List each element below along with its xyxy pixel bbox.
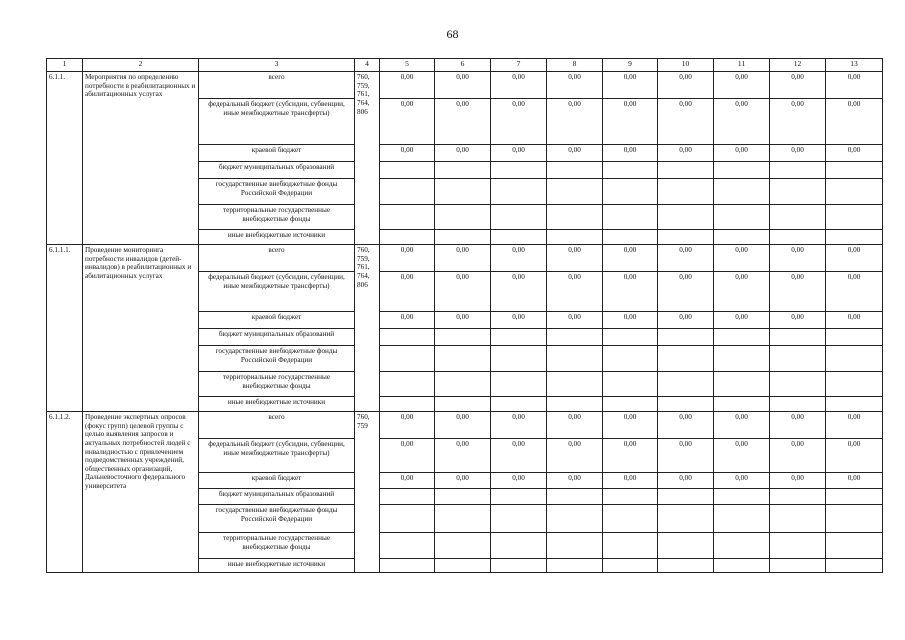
value-cell: 0,00	[435, 412, 491, 439]
value-cell	[603, 162, 658, 179]
value-cell: 0,00	[770, 312, 826, 329]
budget-table	[46, 58, 883, 573]
value-cell	[603, 489, 658, 505]
value-cell	[603, 505, 658, 533]
value-cell: 0,00	[435, 99, 491, 145]
value-cell	[603, 559, 658, 573]
value-cell	[770, 346, 826, 372]
value-cell: 0,00	[380, 145, 435, 162]
value-cell	[826, 230, 883, 245]
value-cell	[547, 179, 603, 205]
value-cell	[491, 505, 547, 533]
value-cell: 0,00	[770, 72, 826, 99]
value-cell: 0,00	[770, 473, 826, 489]
item-code: 6.1.1.2.	[47, 412, 83, 573]
value-cell	[435, 329, 491, 346]
value-cell	[491, 230, 547, 245]
value-cell	[658, 230, 714, 245]
value-cell	[491, 205, 547, 230]
funding-source: федеральный бюджет (субсидии, субвенции, иные межбюджетные трансферты)	[199, 272, 355, 312]
value-cell: 0,00	[380, 245, 435, 272]
value-cell: 0,00	[826, 245, 883, 272]
value-cell: 0,00	[547, 99, 603, 145]
value-cell: 0,00	[547, 473, 603, 489]
value-cell: 0,00	[826, 312, 883, 329]
value-cell: 0,00	[603, 412, 658, 439]
value-cell	[547, 533, 603, 559]
value-cell	[714, 397, 770, 412]
value-cell: 0,00	[491, 99, 547, 145]
value-cell	[435, 179, 491, 205]
value-cell	[714, 489, 770, 505]
value-cell: 0,00	[547, 272, 603, 312]
value-cell: 0,00	[603, 245, 658, 272]
value-cell	[547, 162, 603, 179]
value-cell	[658, 162, 714, 179]
value-cell: 0,00	[658, 72, 714, 99]
value-cell: 0,00	[658, 99, 714, 145]
value-cell: 0,00	[435, 312, 491, 329]
value-cell	[603, 372, 658, 397]
funding-source: иные внебюджетные источники	[199, 230, 355, 245]
value-cell: 0,00	[658, 272, 714, 312]
column-header: 7	[491, 59, 547, 72]
value-cell	[826, 372, 883, 397]
funding-source: территориальные государственные внебюджетные фонды	[199, 372, 355, 397]
value-cell	[770, 205, 826, 230]
funding-source: всего	[199, 72, 355, 99]
value-cell	[770, 162, 826, 179]
value-cell	[658, 179, 714, 205]
item-name: Мероприятия по определению потребности в реабилитационных и абилитационных услугах	[83, 72, 199, 245]
value-cell	[547, 559, 603, 573]
value-cell: 0,00	[491, 439, 547, 473]
value-cell	[491, 489, 547, 505]
budget-code: 760, 759, 761, 764, 806	[355, 72, 380, 245]
value-cell: 0,00	[435, 439, 491, 473]
value-cell	[826, 162, 883, 179]
value-cell	[547, 205, 603, 230]
value-cell: 0,00	[658, 245, 714, 272]
value-cell: 0,00	[826, 99, 883, 145]
value-cell	[770, 559, 826, 573]
value-cell	[714, 329, 770, 346]
value-cell: 0,00	[714, 473, 770, 489]
column-header: 8	[547, 59, 603, 72]
value-cell	[770, 179, 826, 205]
value-cell: 0,00	[380, 412, 435, 439]
value-cell: 0,00	[714, 312, 770, 329]
value-cell	[658, 372, 714, 397]
value-cell	[658, 205, 714, 230]
value-cell: 0,00	[826, 439, 883, 473]
value-cell: 0,00	[547, 245, 603, 272]
funding-source: государственные внебюджетные фонды Российской Федерации	[199, 505, 355, 533]
value-cell	[491, 559, 547, 573]
funding-source: иные внебюджетные источники	[199, 559, 355, 573]
value-cell: 0,00	[491, 412, 547, 439]
value-cell	[380, 397, 435, 412]
table-row	[47, 412, 883, 439]
value-cell	[491, 162, 547, 179]
value-cell: 0,00	[380, 272, 435, 312]
value-cell	[770, 489, 826, 505]
value-cell	[658, 397, 714, 412]
value-cell	[380, 489, 435, 505]
value-cell: 0,00	[826, 145, 883, 162]
value-cell	[826, 346, 883, 372]
value-cell	[380, 162, 435, 179]
value-cell: 0,00	[491, 145, 547, 162]
value-cell	[547, 372, 603, 397]
value-cell	[714, 372, 770, 397]
value-cell	[435, 489, 491, 505]
budget-code: 760, 759	[355, 412, 380, 573]
budget-code: 760, 759, 761, 764, 806	[355, 245, 380, 412]
value-cell	[658, 346, 714, 372]
column-header: 5	[380, 59, 435, 72]
value-cell: 0,00	[714, 272, 770, 312]
value-cell	[826, 559, 883, 573]
value-cell	[435, 372, 491, 397]
value-cell	[826, 397, 883, 412]
value-cell	[770, 372, 826, 397]
value-cell: 0,00	[603, 272, 658, 312]
value-cell	[658, 505, 714, 533]
funding-source: государственные внебюджетные фонды Российской Федерации	[199, 179, 355, 205]
value-cell	[547, 329, 603, 346]
funding-source: краевой бюджет	[199, 473, 355, 489]
column-header: 6	[435, 59, 491, 72]
funding-source: бюджет муниципальных образований	[199, 489, 355, 505]
value-cell	[826, 179, 883, 205]
value-cell	[547, 489, 603, 505]
value-cell	[714, 162, 770, 179]
value-cell	[380, 533, 435, 559]
value-cell	[603, 533, 658, 559]
value-cell	[380, 179, 435, 205]
value-cell: 0,00	[380, 72, 435, 99]
funding-source: краевой бюджет	[199, 145, 355, 162]
table-body	[47, 72, 883, 573]
value-cell: 0,00	[658, 439, 714, 473]
funding-source: всего	[199, 245, 355, 272]
value-cell	[714, 179, 770, 205]
value-cell	[770, 533, 826, 559]
value-cell: 0,00	[547, 412, 603, 439]
value-cell	[435, 533, 491, 559]
value-cell	[714, 533, 770, 559]
value-cell: 0,00	[770, 145, 826, 162]
item-name: Проведение экспертных опросов (фокус групп) целевой группы с целью выявления запросов и актуальных потребностей людей с инвалидностью с привлечением подведомственных учреждений, общественных организаций, Дальневосточного федерального университета	[83, 412, 199, 573]
value-cell: 0,00	[770, 272, 826, 312]
value-cell: 0,00	[714, 72, 770, 99]
value-cell	[658, 559, 714, 573]
value-cell: 0,00	[435, 72, 491, 99]
value-cell	[380, 559, 435, 573]
funding-source: бюджет муниципальных образований	[199, 329, 355, 346]
value-cell	[603, 230, 658, 245]
value-cell	[603, 179, 658, 205]
value-cell	[491, 372, 547, 397]
value-cell	[491, 346, 547, 372]
value-cell	[714, 505, 770, 533]
value-cell: 0,00	[658, 473, 714, 489]
value-cell	[826, 533, 883, 559]
value-cell: 0,00	[603, 99, 658, 145]
value-cell	[380, 346, 435, 372]
column-header: 12	[770, 59, 826, 72]
value-cell	[714, 205, 770, 230]
funding-source: федеральный бюджет (субсидии, субвенции, иные межбюджетные трансферты)	[199, 439, 355, 473]
value-cell: 0,00	[826, 473, 883, 489]
value-cell: 0,00	[547, 72, 603, 99]
value-cell: 0,00	[770, 439, 826, 473]
value-cell	[547, 397, 603, 412]
value-cell: 0,00	[658, 312, 714, 329]
value-cell	[435, 505, 491, 533]
funding-source: федеральный бюджет (субсидии, субвенции, иные межбюджетные трансферты)	[199, 99, 355, 145]
value-cell: 0,00	[491, 245, 547, 272]
value-cell: 0,00	[603, 312, 658, 329]
item-code: 6.1.1.	[47, 72, 83, 245]
value-cell: 0,00	[435, 245, 491, 272]
column-header: 10	[658, 59, 714, 72]
value-cell: 0,00	[714, 99, 770, 145]
item-code: 6.1.1.1.	[47, 245, 83, 412]
value-cell	[770, 397, 826, 412]
column-header: 13	[826, 59, 883, 72]
funding-source: краевой бюджет	[199, 312, 355, 329]
funding-source: государственные внебюджетные фонды Российской Федерации	[199, 346, 355, 372]
item-name: Проведение мониторинга потребности инвалидов (детей-инвалидов) в реабилитационных и абилитационных услугах	[83, 245, 199, 412]
table-row	[47, 72, 883, 99]
value-cell	[547, 346, 603, 372]
value-cell: 0,00	[380, 312, 435, 329]
value-cell: 0,00	[380, 473, 435, 489]
value-cell: 0,00	[714, 245, 770, 272]
value-cell: 0,00	[380, 439, 435, 473]
value-cell	[435, 397, 491, 412]
value-cell: 0,00	[603, 72, 658, 99]
table-row	[47, 245, 883, 272]
value-cell	[380, 205, 435, 230]
value-cell	[714, 230, 770, 245]
value-cell: 0,00	[547, 145, 603, 162]
value-cell: 0,00	[826, 272, 883, 312]
value-cell	[380, 372, 435, 397]
value-cell	[491, 397, 547, 412]
value-cell	[826, 329, 883, 346]
funding-source: территориальные государственные внебюджетные фонды	[199, 205, 355, 230]
value-cell: 0,00	[435, 145, 491, 162]
value-cell: 0,00	[658, 145, 714, 162]
value-cell	[826, 489, 883, 505]
value-cell: 0,00	[491, 272, 547, 312]
value-cell: 0,00	[603, 439, 658, 473]
value-cell: 0,00	[770, 412, 826, 439]
value-cell: 0,00	[491, 312, 547, 329]
value-cell	[491, 533, 547, 559]
value-cell	[435, 346, 491, 372]
value-cell	[435, 230, 491, 245]
column-header: 1	[47, 59, 83, 72]
value-cell	[380, 505, 435, 533]
page-number: 68	[446, 27, 459, 41]
value-cell	[547, 230, 603, 245]
value-cell	[770, 329, 826, 346]
value-cell: 0,00	[603, 145, 658, 162]
funding-source: бюджет муниципальных образований	[199, 162, 355, 179]
value-cell: 0,00	[380, 99, 435, 145]
column-header: 4	[355, 59, 380, 72]
value-cell: 0,00	[491, 473, 547, 489]
value-cell: 0,00	[547, 312, 603, 329]
value-cell: 0,00	[547, 439, 603, 473]
value-cell	[770, 505, 826, 533]
value-cell	[491, 179, 547, 205]
funding-source: иные внебюджетные источники	[199, 397, 355, 412]
value-cell	[603, 397, 658, 412]
value-cell: 0,00	[770, 245, 826, 272]
value-cell	[770, 230, 826, 245]
value-cell: 0,00	[770, 99, 826, 145]
value-cell	[380, 329, 435, 346]
value-cell: 0,00	[658, 412, 714, 439]
value-cell	[658, 489, 714, 505]
value-cell: 0,00	[826, 72, 883, 99]
header-row	[47, 59, 883, 72]
value-cell: 0,00	[714, 439, 770, 473]
funding-source: территориальные государственные внебюджетные фонды	[199, 533, 355, 559]
value-cell: 0,00	[435, 473, 491, 489]
value-cell: 0,00	[435, 272, 491, 312]
value-cell	[603, 346, 658, 372]
column-header: 2	[83, 59, 199, 72]
value-cell	[714, 346, 770, 372]
column-header: 3	[199, 59, 355, 72]
value-cell	[826, 205, 883, 230]
value-cell	[603, 205, 658, 230]
value-cell	[658, 533, 714, 559]
column-header: 11	[714, 59, 770, 72]
value-cell	[714, 559, 770, 573]
value-cell	[491, 329, 547, 346]
value-cell	[380, 230, 435, 245]
funding-source: всего	[199, 412, 355, 439]
value-cell: 0,00	[714, 412, 770, 439]
value-cell	[435, 205, 491, 230]
value-cell: 0,00	[826, 412, 883, 439]
value-cell	[435, 559, 491, 573]
value-cell	[603, 329, 658, 346]
value-cell	[658, 329, 714, 346]
value-cell	[826, 505, 883, 533]
value-cell	[435, 162, 491, 179]
value-cell: 0,00	[491, 72, 547, 99]
value-cell: 0,00	[714, 145, 770, 162]
value-cell: 0,00	[603, 473, 658, 489]
column-header: 9	[603, 59, 658, 72]
value-cell	[547, 505, 603, 533]
